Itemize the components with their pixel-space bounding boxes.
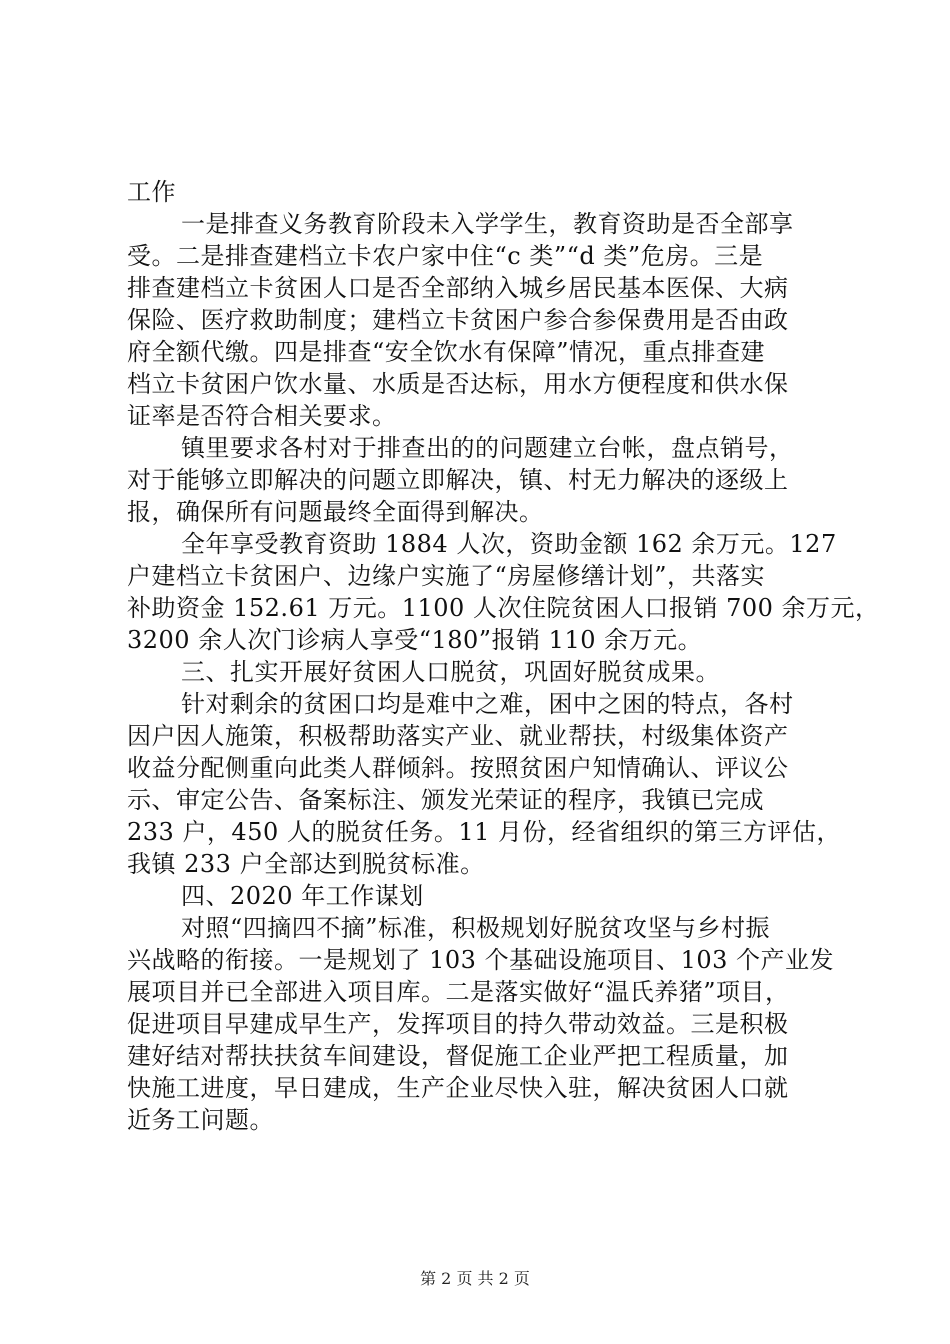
- text-line: 示、审定公告、备案标注、颁发光荣证的程序，我镇已完成: [127, 786, 764, 814]
- text-line: 报，确保所有问题最终全面得到解决。: [127, 498, 544, 526]
- paragraph-start-line: 镇里要求各村对于排查出的的问题建立台帐，盘点销号，: [181, 434, 794, 462]
- text-line: 快施工进度，早日建成，生产企业尽快入驻，解决贫困人口就: [127, 1074, 789, 1102]
- paragraph-start-line: 针对剩余的贫困口均是难中之难，困中之困的特点，各村: [181, 690, 794, 718]
- text-line: 促进项目早建成早生产，发挥项目的持久带动效益。三是积极: [127, 1010, 789, 1038]
- text-line: 对于能够立即解决的问题立即解决，镇、村无力解决的逐级上: [127, 466, 789, 494]
- section-heading: 三、扎实开展好贫困人口脱贫，巩固好脱贫成果。: [181, 658, 720, 686]
- text-line: 我镇 233 户全部达到脱贫标准。: [127, 850, 485, 878]
- text-line: 兴战略的衔接。一是规划了 103 个基础设施项目、103 个产业发: [127, 946, 835, 974]
- text-line: 证率是否符合相关要求。: [127, 402, 397, 430]
- text-line: 受。二是排查建档立卡农户家中住“c 类”“d 类”危房。三是: [127, 242, 764, 270]
- text-line: 档立卡贫困户饮水量、水质是否达标，用水方便程度和供水保: [127, 370, 789, 398]
- text-line: 建好结对帮扶扶贫车间建设，督促施工企业严把工程质量，加: [127, 1042, 789, 1070]
- text-line: 补助资金 152.61 万元。1100 人次住院贫困人口报销 700 余万元，: [127, 594, 880, 622]
- paragraph-start-line: 一是排查义务教育阶段未入学学生，教育资助是否全部享: [181, 210, 794, 238]
- text-line: 府全额代缴。四是排查“安全饮水有保障”情况，重点排查建: [127, 338, 766, 366]
- text-line: 展项目并已全部进入项目库。二是落实做好“温氏养猪”项目，: [127, 978, 790, 1006]
- text-line: 工作: [127, 178, 176, 206]
- text-line: 户建档立卡贫困户、边缘户实施了“房屋修缮计划”，共落实: [127, 562, 766, 590]
- paragraph-start-line: 全年享受教育资助 1884 人次，资助金额 162 余万元。127: [181, 530, 837, 558]
- text-line: 3200 余人次门诊病人享受“180”报销 110 余万元。: [127, 626, 703, 654]
- text-line: 233 户，450 人的脱贫任务。11 月份，经省组织的第三方评估，: [127, 818, 842, 846]
- document-body: [127, 176, 880, 1136]
- paragraph-start-line: 对照“四摘四不摘”标准，积极规划好脱贫攻坚与乡村振: [181, 914, 771, 942]
- page-number-footer: 第 2 页 共 2 页: [420, 1269, 530, 1288]
- section-heading: 四、2020 年工作谋划: [181, 882, 424, 910]
- text-line: 排查建档立卡贫困人口是否全部纳入城乡居民基本医保、大病: [127, 274, 789, 302]
- text-line: 收益分配侧重向此类人群倾斜。按照贫困户知情确认、评议公: [127, 754, 789, 782]
- text-line: 因户因人施策，积极帮助落实产业、就业帮扶，村级集体资产: [127, 722, 789, 750]
- text-line: 近务工问题。: [127, 1106, 274, 1134]
- text-line: 保险、医疗救助制度；建档立卡贫困户参合参保费用是否由政: [127, 306, 789, 334]
